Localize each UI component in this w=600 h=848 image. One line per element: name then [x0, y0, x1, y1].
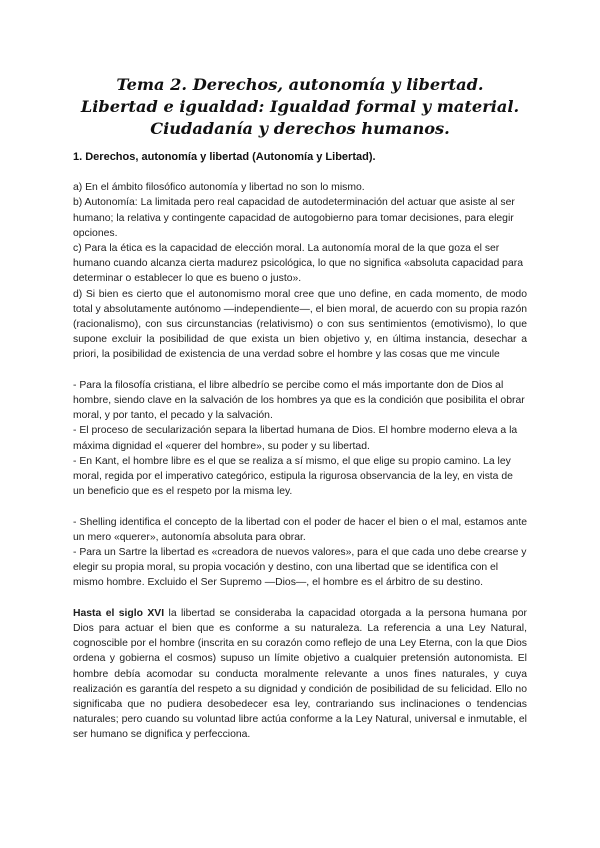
paragraph: - Para la filosofía cristiana, el libre albedrío se percibe como el más importante don de Dios al hombre, siendo clave en la salvación de los hombres ya que es la condición que posibilita el obrar moral, y por tanto, el pecado y la salvación.	[73, 379, 525, 422]
paragraph: - Para un Sartre la libertad es «creadora de nuevos valores», para el que cada uno debe crearse y elegir su propia moral, su propia vocación y destino, con una libertad que se identifica con el mismo hombre. Excluido el Ser Supremo —Dios—, el hombre es el árbitro de su destino.	[73, 547, 527, 589]
section-heading: 1. Derechos, autonomía y libertad (Autonomía y Libertad).	[73, 151, 376, 163]
paragraph: - El proceso de secularización separa la libertad humana de Dios. El hombre moderno eleva a la máxima dignidad el «querer del hombre», su poder y su libertad.	[73, 425, 518, 452]
paragraph: d) Si bien es cierto que el autonomismo moral cree que uno define, en cada momento, de modo total y absolutamente autónomo —independiente—, el bien moral, de acuerdo con su propia razón (racionalismo), con sus circunstancias (relativismo) o con sus sentimientos (emotivismo), lo que supone excluir la posibilidad de que exista un bien objetivo y, en última instancia, desechar a priori, la posibilidad de existencia de una verdad sobre el hombre y las cosas que me vincule	[73, 288, 528, 361]
paragraph: - Shelling identifica el concepto de la libertad con el poder de hacer el bien o el mal, estamos ante un mero «querer», autonomía absoluta para obrar.	[73, 516, 527, 543]
paragraph: a) En el ámbito filosófico autonomía y libertad no son lo mismo.	[73, 182, 365, 194]
paragraph: c) Para la ética es la capacidad de elección moral. La autonomía moral de la que goza el ser humano cuando alcanza cierta madurez psicológica, lo que no significa «absoluta capacidad para determinar o establecer lo que es bueno o justo».	[73, 243, 523, 285]
final-paragraph	[73, 606, 527, 743]
document-body	[73, 150, 527, 743]
paragraph-gap	[73, 499, 527, 514]
page-title: Tema 2. Derechos, autonomía y libertad. Libertad e igualdad: Igualdad formal y material. Ciudadanía y derechos humanos.	[80, 75, 520, 138]
paragraph-gap	[73, 363, 527, 378]
paragraph-text: la libertad se consideraba la capacidad otorgada a la persona humana por Dios para actuar el bien que es conforme a su naturaleza. La referencia a una Ley Natural, cognoscible por el hombre (inscrita en su corazón como reflejo de una Ley Eterna, con la que Dios ordena y gobierna el cosmos) supuso un límite objetivo a cualquier pretensión autonomista. El hombre debía acomodar su conducta moralmente relevante a unos fines naturales, y cuya realización es garantía del respeto a su dignidad y condición de posibilidad de su felicidad. Ello no significaba que no pudiera desobedecer esa ley, contrariando sus inclinaciones o tendencias naturales; pero cuando su voluntad libre actúa conforme a la Ley Natural, universal e inmutable, el ser humano se dignifica y perfecciona.	[73, 607, 527, 741]
paragraph-gap	[73, 591, 527, 606]
paragraph-lead: Hasta el siglo XVI	[73, 607, 165, 619]
paragraph: b) Autonomía: La limitada pero real capacidad de autodeterminación del actuar que asiste al ser humano; la relativa y contingente capacidad de autogobierno para tomar decisiones, para elegir opciones.	[73, 197, 515, 239]
paragraph: - En Kant, el hombre libre es el que se realiza a sí mismo, el que elige su propio camino. La ley moral, regida por el imperativo categórico, estipula la rigurosa observancia de la ley, en vista de un beneficio que es el respeto por la misma ley.	[73, 455, 513, 498]
